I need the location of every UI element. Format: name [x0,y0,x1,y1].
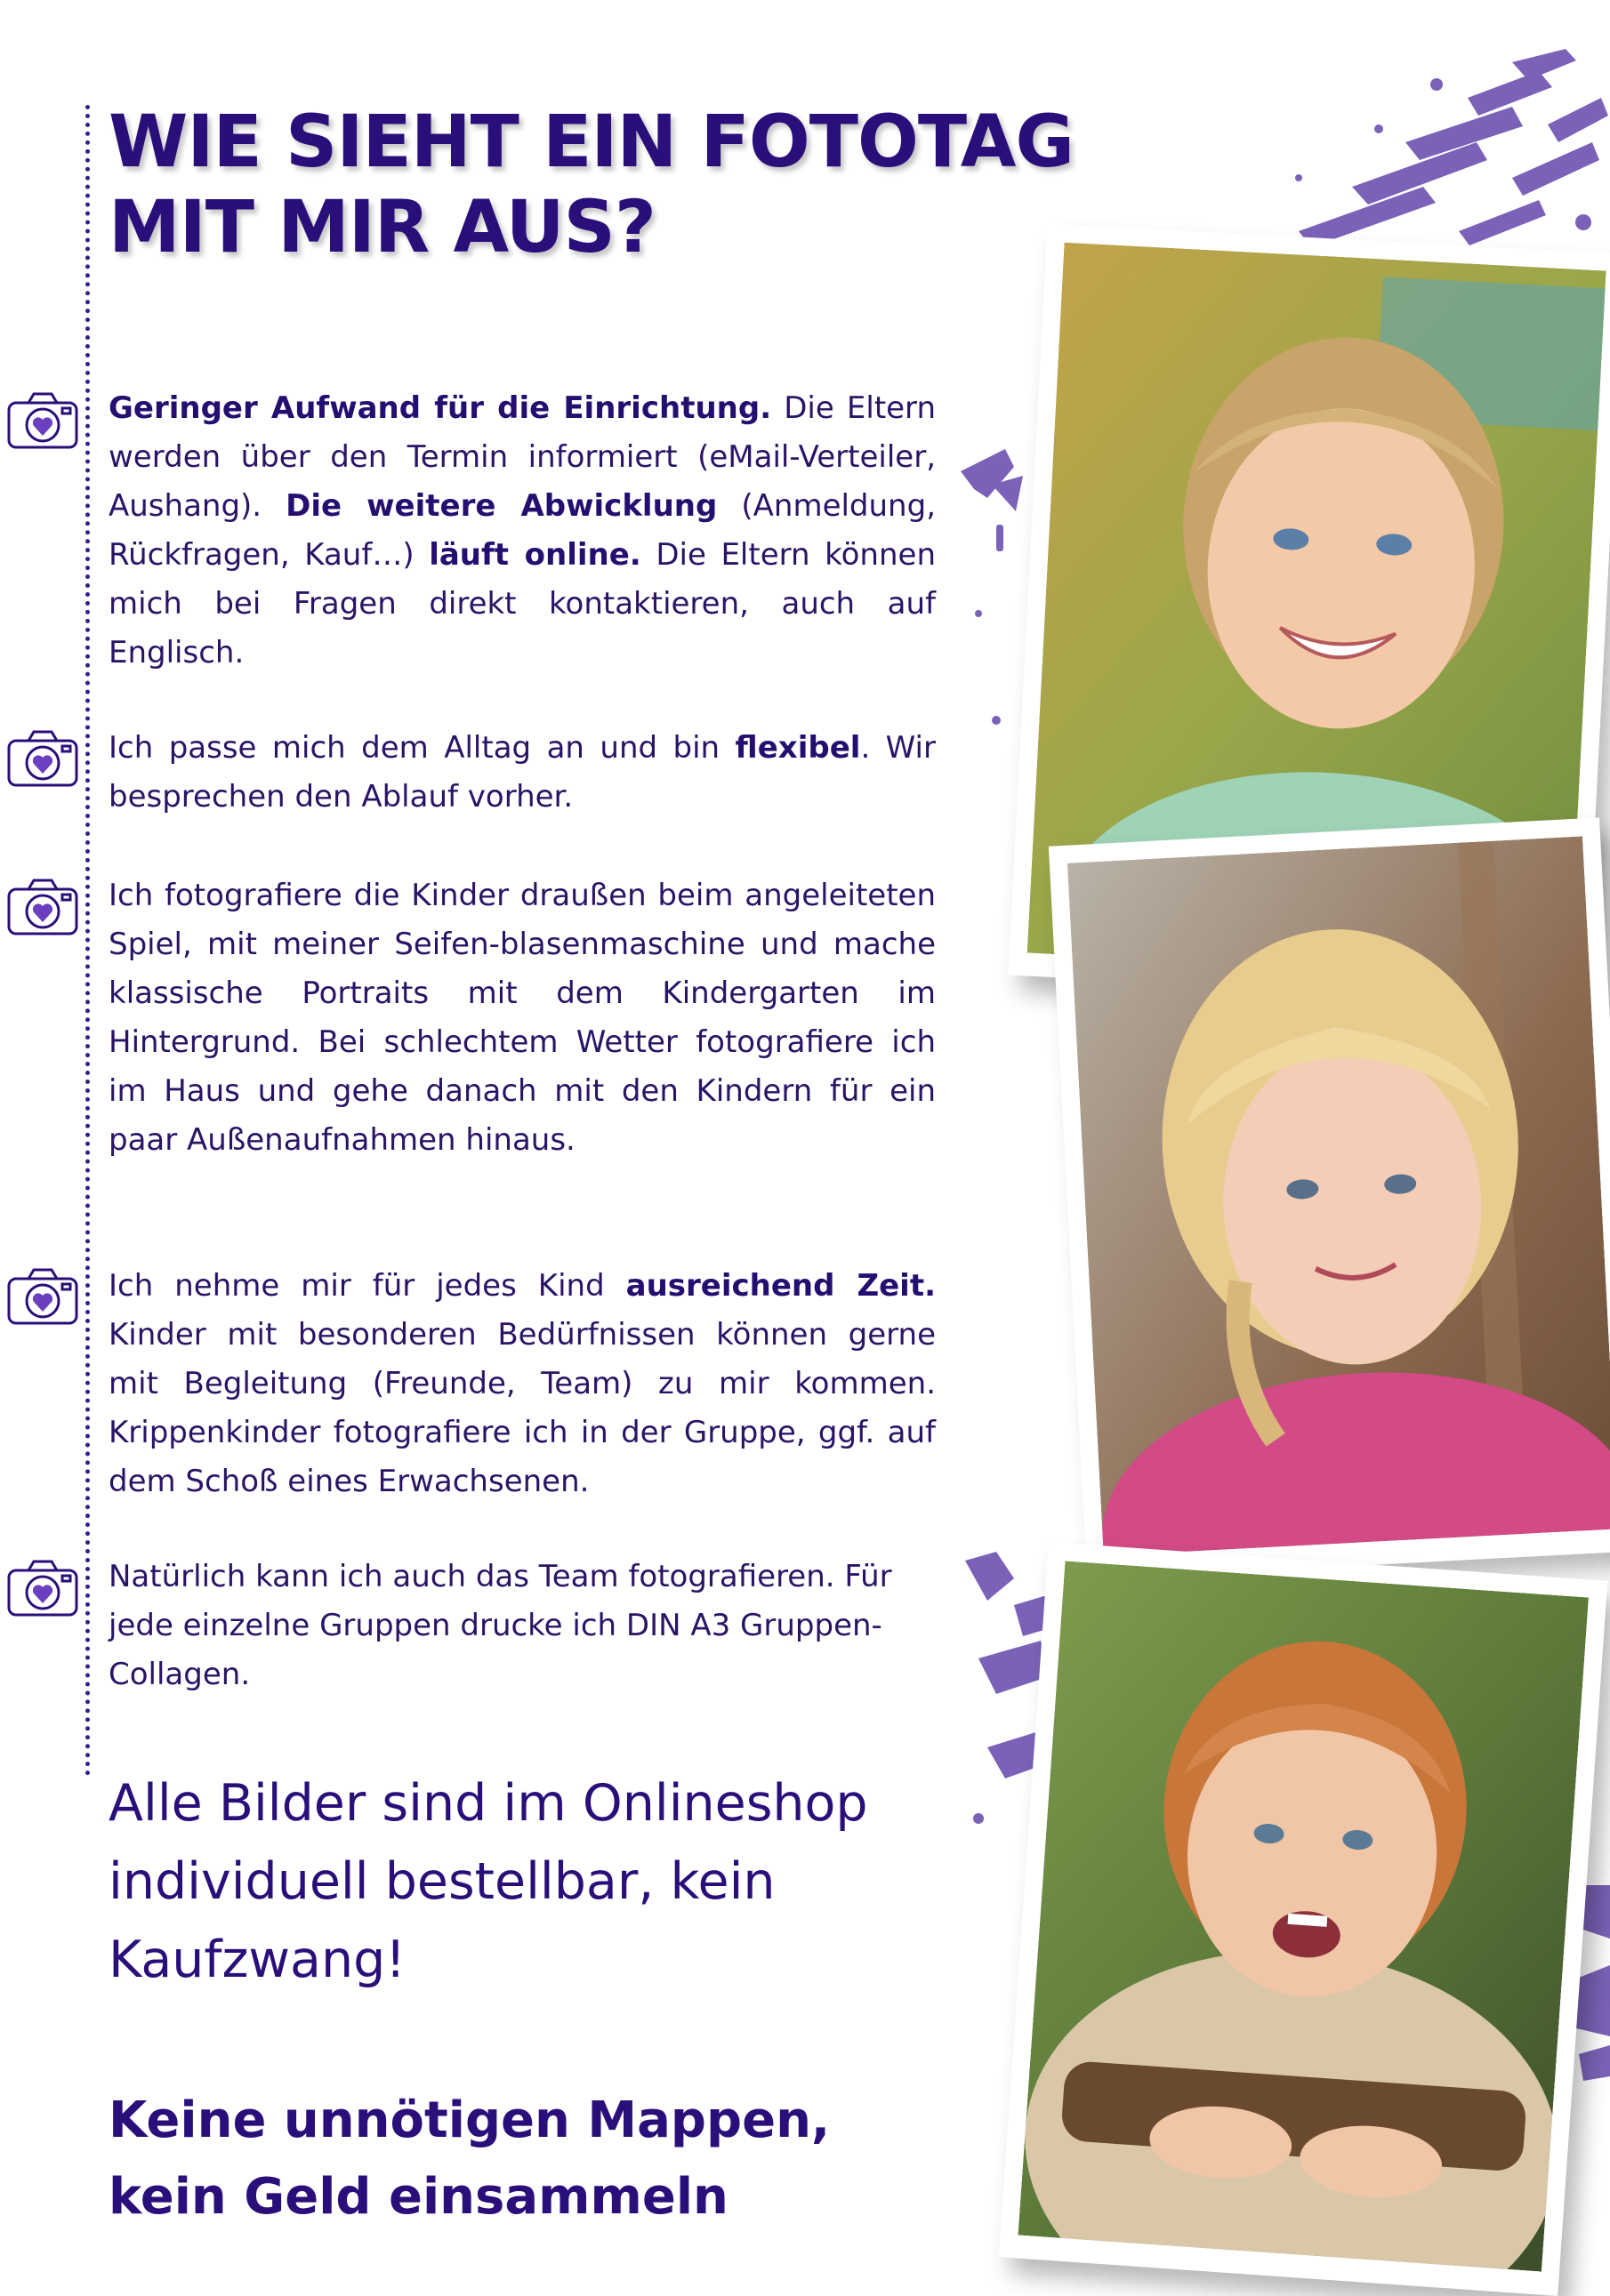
item-text [109,384,936,678]
camera-heart-icon [4,1263,82,1330]
item-text-part: Ich fotografiere die Kinder draußen beim angeleiteten Spiel, mit meiner Seifen-blasenmaschine und mache klassische Portraits mit dem Kindergarten im Hintergrund. Bei schlechtem Wetter fotografiere ich im Haus und gehe danach mit den Kindern für ein paar Außenaufnahmen hinaus. [109,878,936,1158]
boy-portrait [1018,1561,1589,2271]
item-text-part: . Wir besprechen den Ablauf vorher. [109,730,936,815]
item-text-part: Ich passe mich dem Alltag an und bin [109,730,736,766]
camera-heart-icon [4,1554,82,1622]
closing-text: Keine unnötigen Mappen, kein Geld einsammeln [109,2091,831,2226]
item-time-per-child [109,1262,936,1506]
page-title: WIE SIEHT EIN FOTOTAG MIT MIR AUS? [109,100,1074,269]
item-text-bold: läuft online. [429,537,641,573]
item-text-part: Natürlich kann ich auch das Team fotografieren. Für jede einzelne Gruppen drucke ich DIN A3 Gruppen-Collagen. [109,1559,892,1692]
item-text [109,724,936,822]
item-text-bold: flexibel [735,730,861,766]
item-team-photos [109,1553,936,1699]
camera-heart-icon [4,725,82,792]
item-text-part: Die Eltern werden über den Termin informiert (eMail-Verteiler, Aushang). [109,390,936,524]
item-text [109,1553,936,1699]
item-text [109,871,936,1165]
item-text-bold: ausreichend Zeit. [625,1268,937,1304]
redhead-boy-photo [999,1542,1608,2296]
camera-heart-icon [4,387,82,454]
dotted-timeline [85,105,90,1777]
item-flexibility [109,724,936,822]
girl-portrait [1067,836,1610,1555]
blonde-girl-photo [1049,817,1610,1579]
item-text-part: (Anmeldung, Rückfragen, Kauf…) [109,488,936,573]
item-text-part: Kinder mit besonderen Bedürfnissen können gerne mit Begleitung (Freunde, Team) zu mir kommen. Krippenkinder fotografiere ich in der Gruppe, ggf. auf dem Schoß eines Erwachsenen. [109,1317,936,1499]
promo-text: Alle Bilder sind im Onlineshop individuell bestellbar, kein Kaufzwang! [109,1774,868,1989]
camera-heart-icon [4,873,82,941]
item-text-part: Ich nehme mir für jedes Kind [109,1268,626,1304]
item-text-bold: Die weitere Abwicklung [286,488,718,524]
item-text-part: Die Eltern können mich bei Fragen direkt kontaktieren, auch auf Englisch. [109,537,936,670]
item-text [109,1262,936,1506]
item-setup-effort [109,384,936,678]
item-text-bold: Geringer Aufwand für die Einrichtung. [109,390,772,426]
item-photo-locations [109,871,936,1165]
